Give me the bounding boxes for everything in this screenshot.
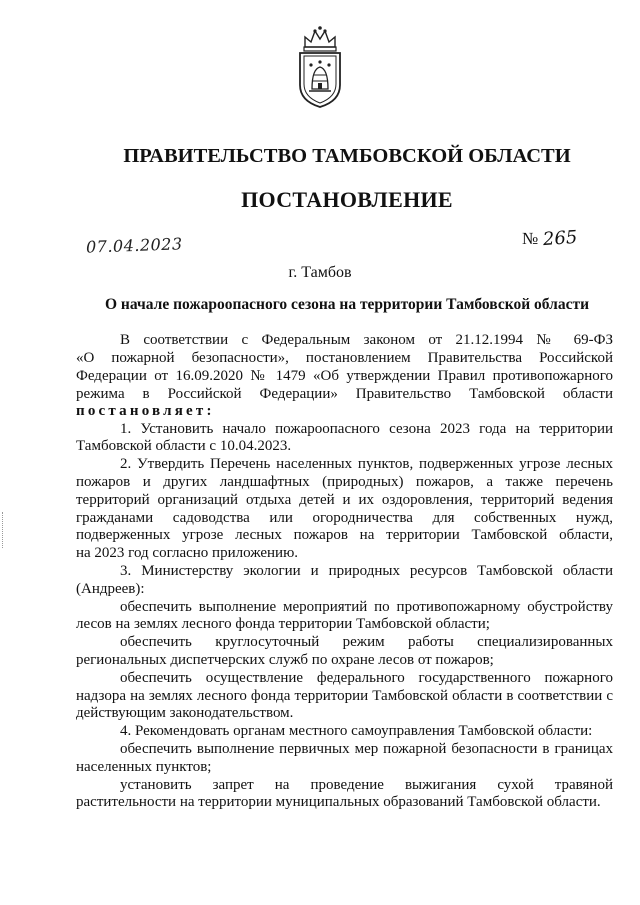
body-line: Федерации от 16.09.2020 № 1479 «Об утверждении Правил противопожарного: [76, 368, 613, 384]
body-line: 1. Установить начало пожароопасного сезона 2023 года на территории: [120, 421, 613, 437]
government-title: ПРАВИТЕЛЬСТВО ТАМБОВСКОЙ ОБЛАСТИ: [123, 145, 571, 167]
body-line: установить запрет на проведение выжигания сухой травяной: [120, 777, 613, 793]
body-line: пожаров и других ландшафтных (природных) пожаров, а также перечень: [76, 474, 613, 490]
number-value: 265: [542, 226, 579, 251]
document-type: ПОСТАНОВЛЕНИЕ: [241, 187, 453, 212]
coat-of-arms-emblem: [291, 25, 349, 109]
margin-mark: [2, 512, 4, 548]
body-line: растительности на территории муниципальных образований Тамбовской области.: [76, 794, 601, 810]
body-line: территорий организаций отдыха детей и их оздоровления, территорий ведения: [76, 492, 613, 508]
body-line: Тамбовской области с 10.04.2023.: [76, 438, 292, 454]
body-line: 3. Министерству экологии и природных ресурсов Тамбовской области: [120, 563, 613, 579]
body-line: обеспечить круглосуточный режим работы специализированных: [120, 634, 613, 650]
document-date: 07.04.2023: [85, 234, 183, 257]
body-line: «О пожарной безопасности», постановлением Правительства Российской: [76, 350, 613, 366]
body-line: гражданами садоводства или огородничества для собственных нужд,: [76, 510, 613, 526]
body-line: лесов на землях лесного фонда территории Тамбовской области;: [76, 616, 490, 632]
body-line: обеспечить выполнение первичных мер пожарной безопасности в границах: [120, 741, 613, 757]
body-line: режима в Российской Федерации» Правительство Тамбовской области: [76, 386, 613, 402]
body-line: обеспечить выполнение мероприятий по противопожарному обустройству: [120, 599, 613, 615]
body-line-decree: постановляет:: [76, 403, 215, 419]
body-line: надзора на землях лесного фонда территории Тамбовской области в соответствии с: [76, 688, 613, 704]
body-line: обеспечить осуществление федерального государственного пожарного: [120, 670, 613, 686]
body-line: (Андреев):: [76, 581, 145, 597]
body-line: В соответствии с Федеральным законом от 21.12.1994 № 69-ФЗ: [120, 332, 613, 348]
document-subject: О начале пожароопасного сезона на территории Тамбовской области: [105, 296, 589, 313]
body-line: населенных пунктов;: [76, 759, 212, 775]
body-line: региональных диспетчерских служб по охране лесов от пожаров;: [76, 652, 494, 668]
number-sign: №: [522, 229, 539, 248]
body-line: действующим законодательством.: [76, 705, 294, 721]
body-line: на 2023 год согласно приложению.: [76, 545, 299, 561]
city-name: г. Тамбов: [288, 264, 352, 281]
document-number: [522, 228, 578, 249]
body-line: 4. Рекомендовать органам местного самоуправления Тамбовской области:: [120, 723, 593, 739]
body-line: 2. Утвердить Перечень населенных пунктов, подверженных угрозе лесных: [120, 456, 613, 472]
body-line: подверженных угрозе лесных пожаров на территории Тамбовской области,: [76, 527, 613, 543]
